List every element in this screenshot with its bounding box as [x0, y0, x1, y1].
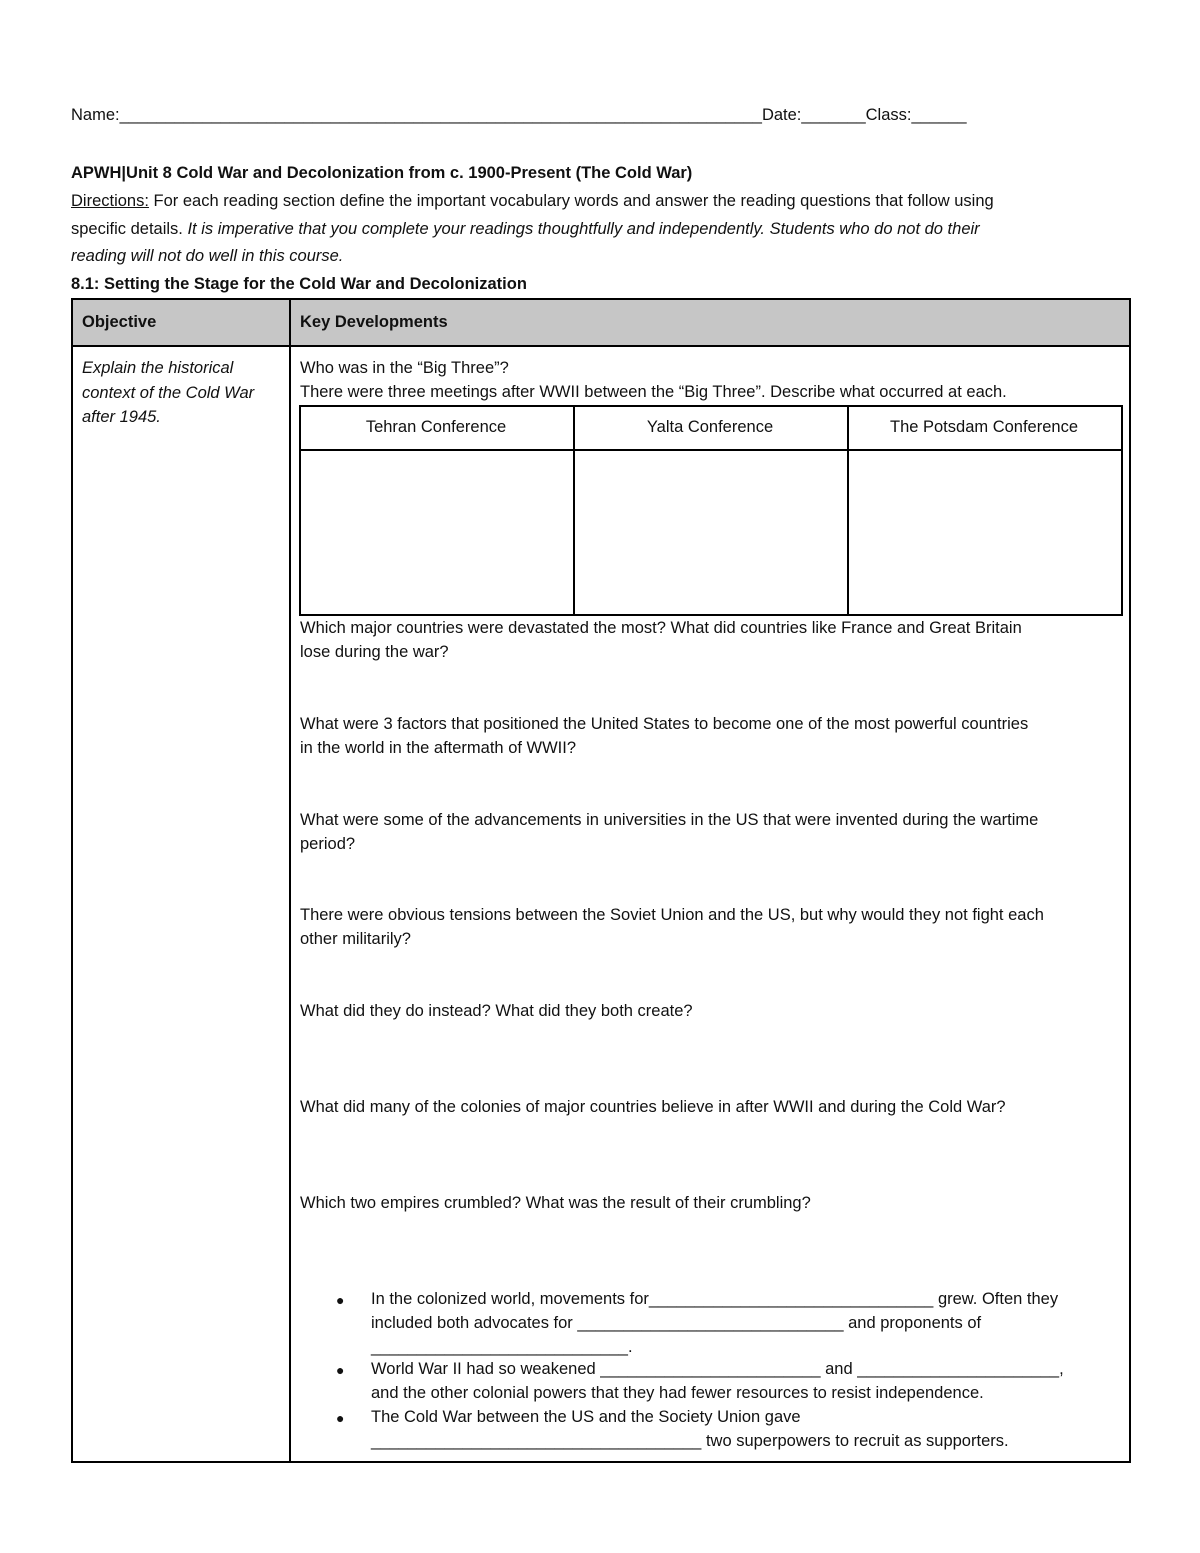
question-devastated-countries-2: lose during the war? [300, 643, 449, 661]
bullet-icon: ● [336, 1292, 345, 1308]
question-us-factors-1: What were 3 factors that positioned the United States to become one of the most powerful countries [300, 715, 1029, 733]
objective-text-line-2: context of the Cold War [82, 384, 255, 402]
table-header-divider [73, 345, 1129, 347]
objective-header: Objective [82, 313, 157, 331]
directions-italic-1: It is imperative that you complete your readings thoughtfully and independently. Students who do not do their [187, 220, 980, 238]
fill-in-movements-3[interactable]: ____________________________. [371, 1338, 633, 1356]
question-tensions-2: other militarily? [300, 930, 411, 948]
fill-in-weakened-1[interactable]: World War II had so weakened ________________________ and ______________________, [371, 1360, 1064, 1378]
directions-text-2: specific details. [71, 220, 188, 238]
question-empires-crumbled: Which two empires crumbled? What was the result of their crumbling? [300, 1194, 811, 1212]
document-title: APWH|Unit 8 Cold War and Decolonization from c. 1900-Present (The Cold War) [71, 164, 693, 182]
yalta-conference-answer-cell[interactable] [575, 451, 847, 614]
directions-label: Directions: [71, 192, 149, 210]
objective-text-line-3: after 1945. [82, 408, 161, 426]
tehran-conference-answer-cell[interactable] [301, 451, 573, 614]
fill-in-cold-war-1: The Cold War between the US and the Society Union gave [371, 1408, 801, 1426]
fill-in-movements-1[interactable]: In the colonized world, movements for_______________________________ grew. Often they [371, 1290, 1059, 1308]
potsdam-conference-header: The Potsdam Conference [889, 418, 1079, 436]
question-three-meetings: There were three meetings after WWII between the “Big Three”. Describe what occurred at each. [300, 383, 1007, 401]
fill-in-cold-war-2[interactable]: ____________________________________ two superpowers to recruit as supporters. [371, 1432, 1009, 1450]
directions-line-2 [71, 220, 980, 239]
question-university-advancements-2: period? [300, 835, 356, 853]
directions-italic-2: reading will not do well in this course. [71, 247, 344, 265]
question-us-factors-2: in the world in the aftermath of WWII? [300, 739, 577, 757]
section-title: 8.1: Setting the Stage for the Cold War and Decolonization [71, 275, 527, 293]
tehran-conference-header: Tehran Conference [365, 418, 507, 436]
table-column-divider [289, 300, 291, 1461]
objective-text-line-1: Explain the historical [82, 359, 234, 377]
question-instead: What did they do instead? What did they both create? [300, 1002, 693, 1020]
bullet-icon: ● [336, 1410, 345, 1426]
question-tensions-1: There were obvious tensions between the Soviet Union and the US, but why would they not fight each [300, 906, 1044, 924]
question-devastated-countries-1: Which major countries were devastated the most? What did countries like France and Great Britain [300, 619, 1022, 637]
question-big-three: Who was in the “Big Three”? [300, 359, 509, 377]
yalta-conference-header: Yalta Conference [646, 418, 774, 436]
directions-line-1 [71, 192, 994, 211]
fill-in-movements-2[interactable]: included both advocates for _____________________________ and proponents of [371, 1314, 982, 1332]
bullet-icon: ● [336, 1362, 345, 1378]
potsdam-conference-answer-cell[interactable] [849, 451, 1121, 614]
name-date-class-line[interactable]: Name:______________________________________________________________________Date:_______Class:______ [71, 106, 967, 124]
fill-in-weakened-2: and the other colonial powers that they had fewer resources to resist independence. [371, 1384, 984, 1402]
question-colonies-belief: What did many of the colonies of major countries believe in after WWII and during the Cold War? [300, 1098, 1006, 1116]
directions-text-1: For each reading section define the important vocabulary words and answer the reading questions that follow using [148, 192, 994, 210]
key-developments-header: Key Developments [300, 313, 448, 331]
question-university-advancements-1: What were some of the advancements in universities in the US that were invented during the wartime [300, 811, 1039, 829]
